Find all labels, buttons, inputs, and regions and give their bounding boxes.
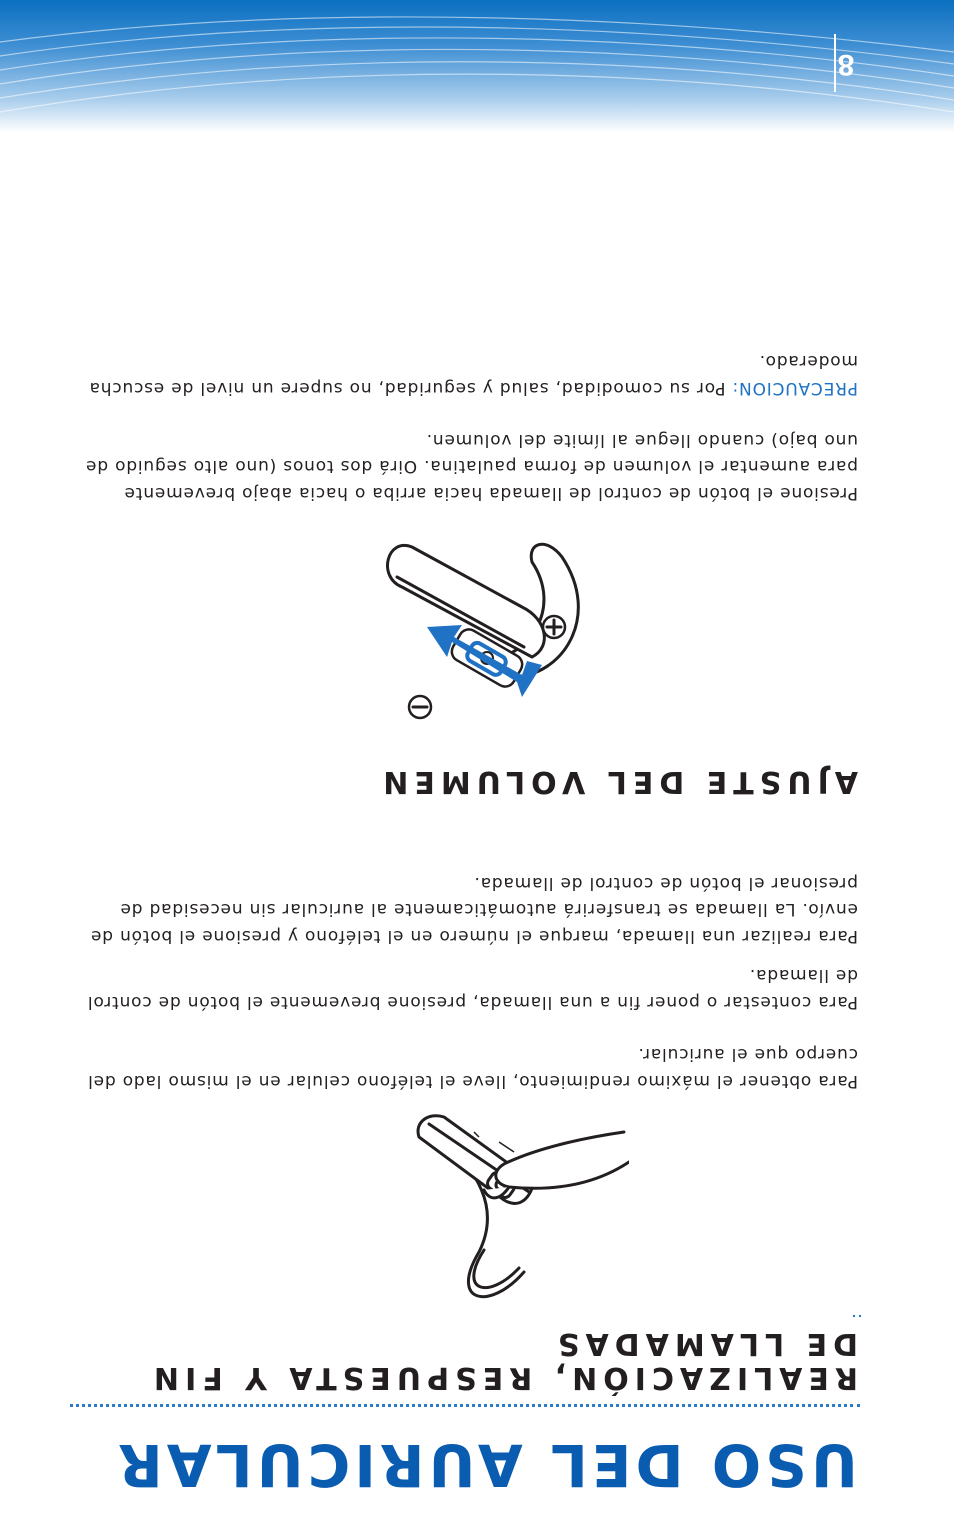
section-heading-volume: AJUSTE DEL VOLUMEN	[377, 764, 858, 799]
paragraph-best-performance: Para obtener el máximo rendimiento, lleve el teléfono celular en el mismo lado del cuerpo que el auricular.	[87, 1044, 858, 1091]
headset-press-button-illustration	[394, 1112, 629, 1312]
paragraph-place-call: Para realizar una llamada, marque el número en el teléfono y presione el botón de envío. La llamada se transferirá automáticamente al auricular sin necesidad de presionar el botón de control de llamada.	[90, 873, 858, 946]
paragraph-answer-end-call: Para contestar o poner fin a una llamada, presione brevemente el botón de control de llamada.	[87, 965, 858, 1012]
paragraph-caution	[76, 348, 858, 401]
page-number: 8	[837, 48, 855, 81]
title-dotted-divider	[70, 1404, 860, 1407]
decorative-dots	[852, 1314, 862, 1318]
header-band	[0, 0, 954, 132]
section-heading-calls: REALIZACIÓN, RESPUESTA Y FIN DE LLAMADAS	[147, 1326, 858, 1395]
paragraph-volume-instructions: Presione el botón de control de llamada hacia arriba o hacia abajo brevemente para aumentar el volumen de forma paulatina. Oirá dos tonos (uno alto seguido de uno bajo) cuando llegue al límite del volumen.	[85, 430, 858, 503]
page-title: USO DEL AURICULAR	[114, 1431, 858, 1499]
caution-label: PRECAUCION:	[731, 378, 858, 398]
caution-text: Por su comodidad, salud y seguridad, no supere un nivel de escucha moderado.	[88, 351, 858, 398]
header-swoosh-lines	[0, 0, 954, 132]
volume-adjust-illustration	[352, 527, 602, 737]
